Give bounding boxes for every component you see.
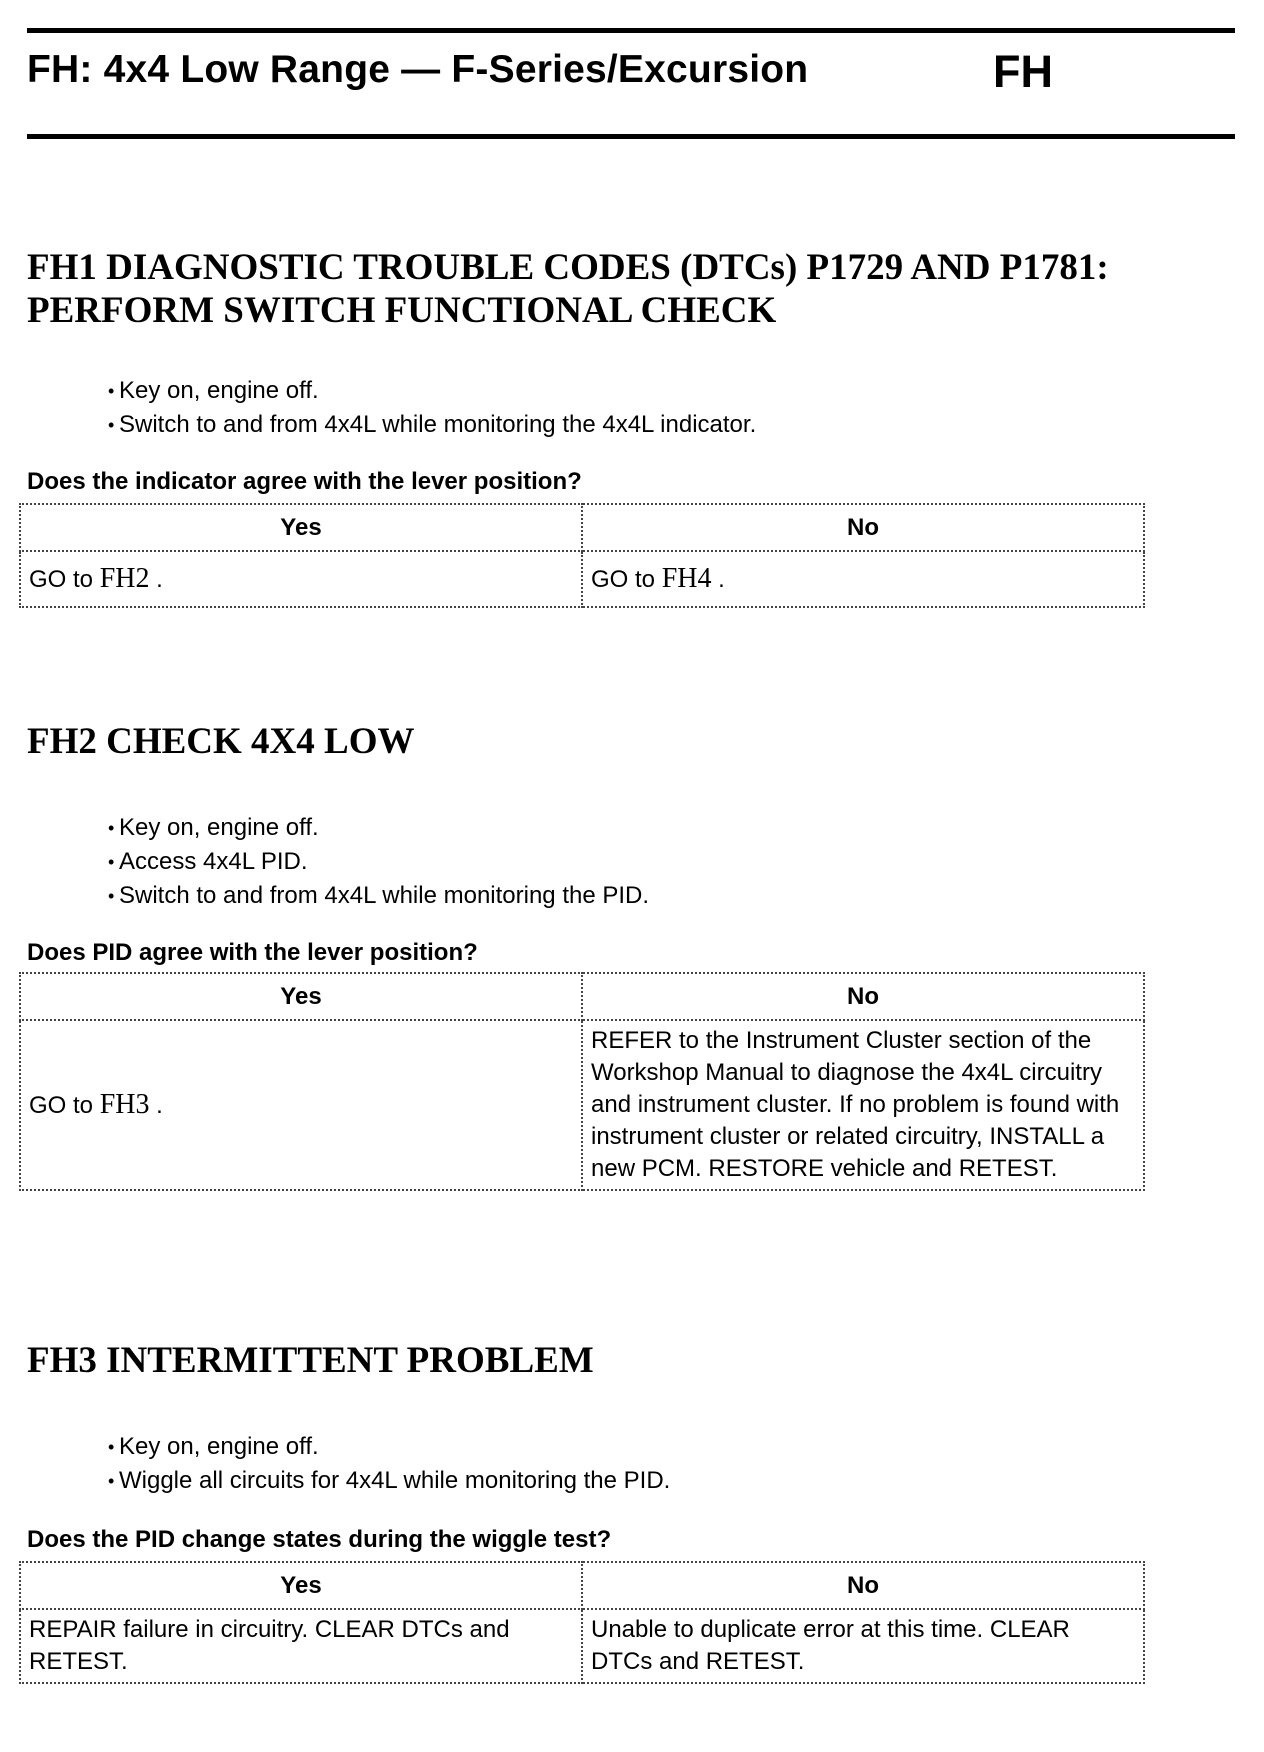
instruction-item: • Key on, engine off. <box>108 374 1237 408</box>
no-action: Unable to duplicate error at this time. CLEAR DTCs and RETEST. <box>582 1609 1144 1683</box>
step-heading: FH1 DIAGNOSTIC TROUBLE CODES (DTCs) P1729 AND P1781: PERFORM SWITCH FUNCTIONAL CHECK <box>27 247 1109 331</box>
no-header: No <box>582 1562 1144 1609</box>
instruction-item: • Switch to and from 4x4L while monitoring the 4x4L indicator. <box>108 408 1237 442</box>
step-instructions <box>27 374 1237 442</box>
no-action: GO to FH4 . <box>582 551 1144 607</box>
yes-action: GO to FH3 . <box>20 1020 582 1190</box>
goto-link-fh3[interactable]: FH3 <box>99 1088 150 1120</box>
step-heading: FH2 CHECK 4X4 LOW <box>27 721 415 762</box>
yes-action: GO to FH2 . <box>20 551 582 607</box>
step-question: Does PID agree with the lever position? <box>27 939 478 966</box>
instruction-item: • Wiggle all circuits for 4x4L while monitoring the PID. <box>108 1464 1237 1498</box>
answer-table <box>19 1561 1145 1684</box>
top-rule <box>27 28 1235 33</box>
header-bottom-rule <box>27 134 1235 139</box>
step-fh3 <box>27 1339 1237 1684</box>
step-question: Does the PID change states during the wiggle test? <box>27 1526 612 1553</box>
instruction-item: • Key on, engine off. <box>108 811 1237 845</box>
yes-header: Yes <box>20 1562 582 1609</box>
answer-table <box>19 503 1145 608</box>
no-action: REFER to the Instrument Cluster section of the Workshop Manual to diagnose the 4x4L circuitry and instrument cluster. If no problem is found with instrument cluster or related circuitry, INSTALL a new PCM. RESTORE vehicle and RETEST. <box>582 1020 1144 1190</box>
step-fh1 <box>27 246 1237 608</box>
instruction-item: • Switch to and from 4x4L while monitoring the PID. <box>108 879 1237 913</box>
page-title: FH: 4x4 Low Range — F-Series/Excursion <box>27 48 809 91</box>
no-header: No <box>582 504 1144 551</box>
instruction-item: • Key on, engine off. <box>108 1430 1237 1464</box>
yes-header: Yes <box>20 504 582 551</box>
instruction-item: • Access 4x4L PID. <box>108 845 1237 879</box>
step-instructions <box>27 811 1237 913</box>
yes-header: Yes <box>20 973 582 1020</box>
step-question: Does the indicator agree with the lever position? <box>27 468 582 495</box>
answer-table <box>19 972 1145 1191</box>
goto-link-fh2[interactable]: FH2 <box>99 562 150 594</box>
goto-link-fh4[interactable]: FH4 <box>661 562 712 594</box>
step-fh2 <box>27 720 1237 1191</box>
yes-action: REPAIR failure in circuitry. CLEAR DTCs and RETEST. <box>20 1609 582 1683</box>
no-header: No <box>582 973 1144 1020</box>
step-instructions <box>27 1430 1237 1498</box>
step-heading: FH3 INTERMITTENT PROBLEM <box>27 1340 594 1381</box>
section-code: FH <box>993 46 1053 97</box>
